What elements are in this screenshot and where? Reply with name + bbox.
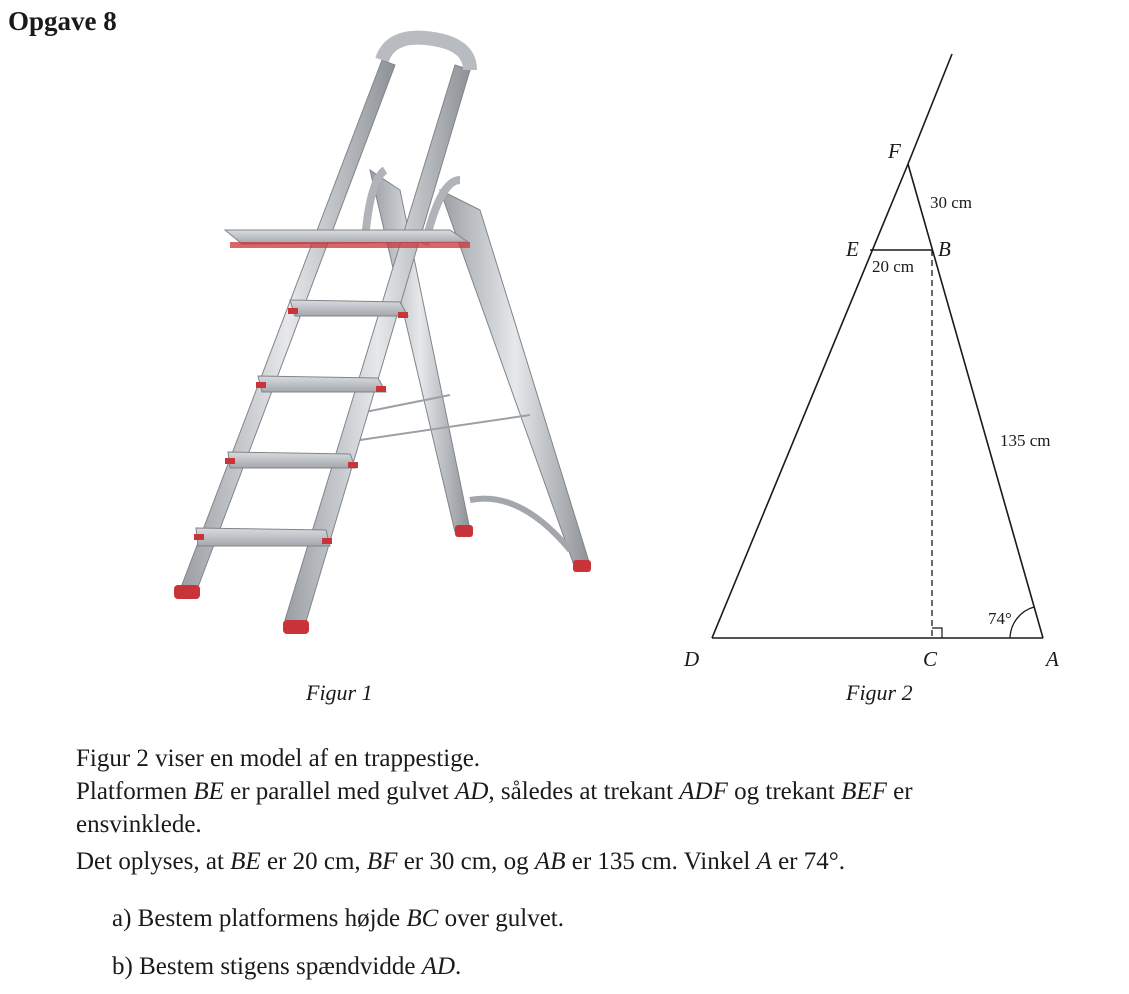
- question-b: b) Bestem stigens spændvidde AD.: [112, 953, 462, 980]
- text-line-4: Det oplyses, at BE er 20 cm, BF er 30 cm, og AB er 135 cm. Vinkel A er 74°.: [76, 848, 845, 875]
- ladder-photo: [150, 20, 620, 660]
- right-angle-mark: [932, 628, 942, 638]
- line-extension: [908, 54, 952, 164]
- measure-AB: 135 cm: [1000, 431, 1051, 450]
- question-a: a) Bestem platformens højde BC over gulvet.: [112, 905, 564, 932]
- side-FA: [908, 164, 1043, 638]
- measure-angle-A: 74°: [988, 609, 1012, 628]
- text-line-1: Figur 2 viser en model af en trappestige.: [76, 745, 481, 772]
- label-D: D: [684, 647, 700, 671]
- measure-BF: 30 cm: [930, 193, 973, 212]
- label-C: C: [923, 647, 938, 671]
- figure2-caption: Figur 2: [846, 680, 913, 705]
- side-DF: [712, 164, 908, 638]
- label-F: F: [888, 139, 901, 163]
- figure1-caption: Figur 1: [306, 680, 373, 705]
- angle-arc-A: [1010, 607, 1034, 638]
- task-title: Opgave 8: [8, 6, 117, 36]
- text-line-2: Platformen BE er parallel med gulvet AD, således at trekant ADF og trekant BEF er: [76, 778, 913, 805]
- label-E: E: [846, 237, 859, 261]
- text-line-3: ensvinklede.: [76, 811, 202, 838]
- label-B: B: [938, 237, 951, 261]
- label-A: A: [1046, 647, 1059, 671]
- measure-BE: 20 cm: [872, 257, 915, 276]
- triangle-diagram: [670, 40, 1090, 680]
